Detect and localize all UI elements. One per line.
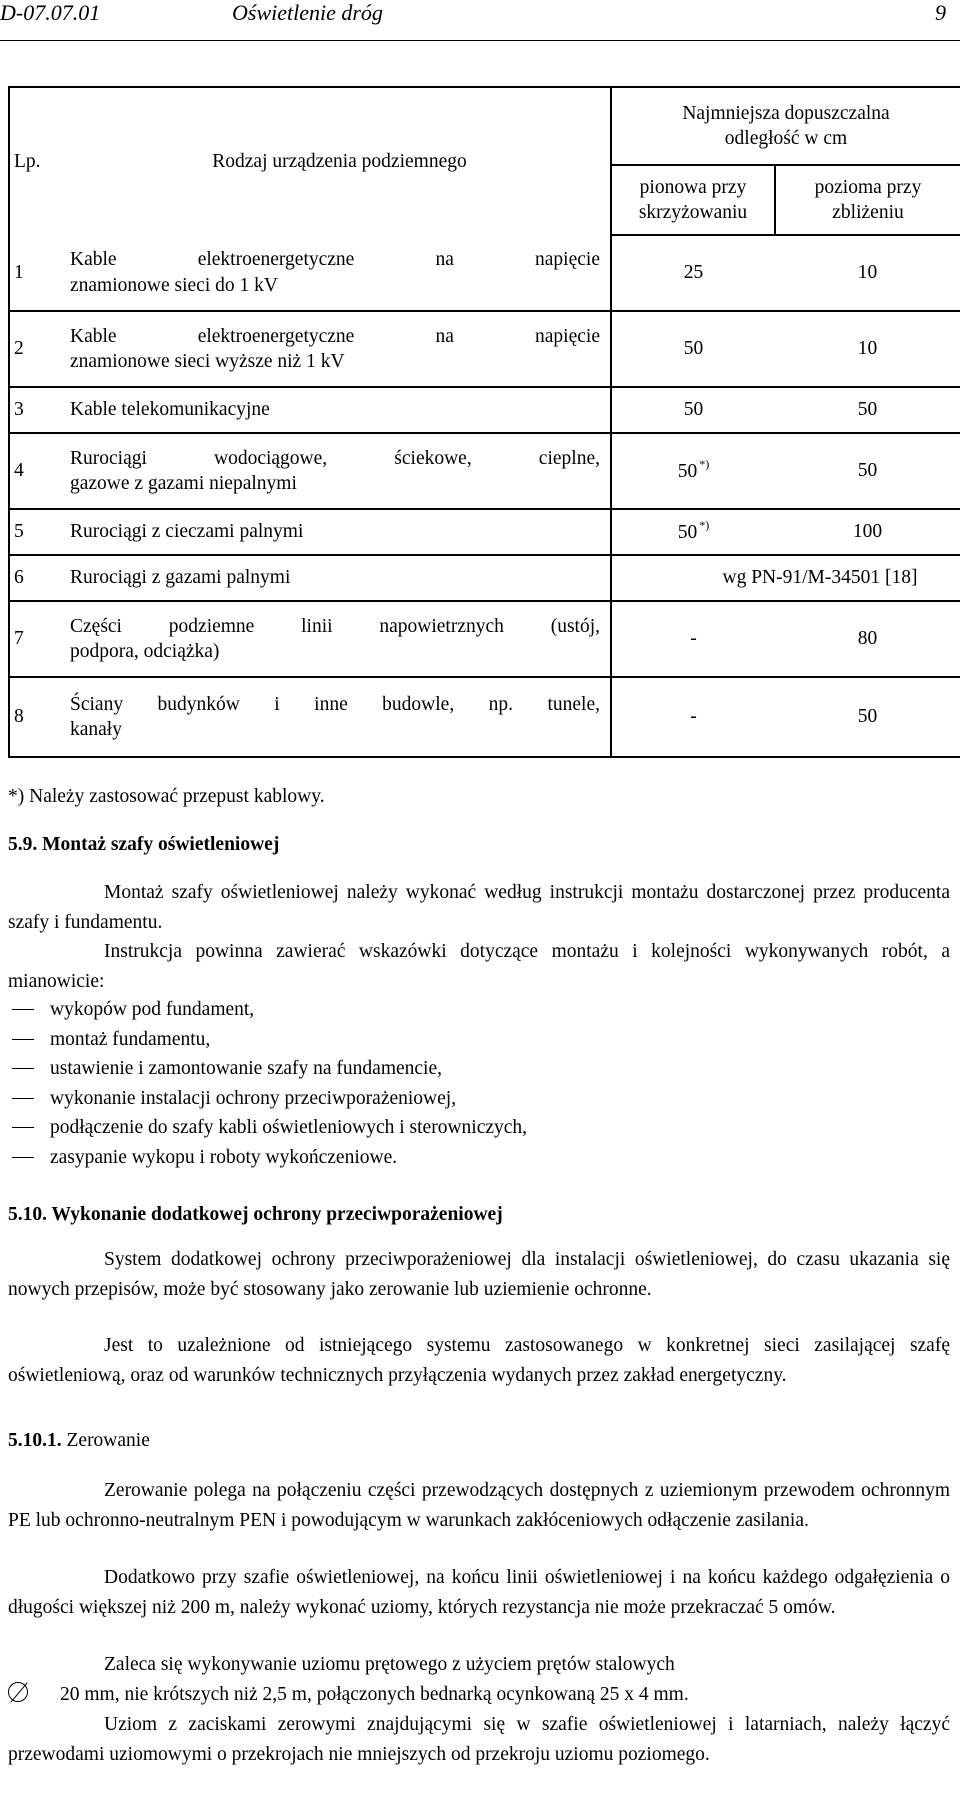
list-item: podłączenie do szafy kabli oświetleniowych i sterowniczych, [8, 1113, 527, 1143]
row-horizontal: 50 [775, 387, 960, 433]
row-horizontal: 100 [775, 509, 960, 555]
table-row [9, 235, 960, 311]
table-row [9, 509, 960, 555]
section-heading-5-10-1: 5.10.1. Zerowanie [8, 1430, 150, 1451]
row-description: Kable telekomunikacyjne [69, 387, 611, 433]
list-item: montaż fundamentu, [8, 1025, 527, 1055]
paragraph: Zaleca się wykonywanie uziomu prętowego z użyciem prętów stalowych 20 mm, nie krótszych niż 2,5 m, połączonych bednarką ocynkowaną 25 x 4 mm. [8, 1650, 950, 1710]
row-vertical: - [611, 601, 775, 677]
row-vertical: 25 [611, 235, 775, 311]
table-row [9, 433, 960, 509]
paragraph: Montaż szafy oświetleniowej należy wykonać według instrukcji montażu dostarczonej przez producenta szafy i fundamentu. [8, 882, 950, 933]
row-description: Kable elektroenergetyczne na napięcie znamionowe sieci wyższe niż 1 kV [69, 311, 611, 387]
row-horizontal: 10 [775, 235, 960, 311]
row-description: Rurociągi wodociągowe, ściekowe, cieplne, gazowe z gazami niepalnymi [69, 433, 611, 509]
paragraph: System dodatkowej ochrony przeciwporażeniowej dla instalacji oświetleniowej, do czasu ukazania się nowych przepisów, może być stosowany jako zerowanie lub uziemienie ochronne. [8, 1249, 950, 1300]
table-footnote: *) Należy zastosować przepust kablowy. [8, 786, 325, 807]
paragraph: Uziom z zaciskami zerowymi znajdującymi się w szafie oświetleniowej i latarniach, należy łączyć przewodami uziomowymi o przekrojach nie mniejszych od przekroju uziomu poziomego. [8, 1714, 950, 1765]
section-heading-5-10: 5.10. Wykonanie dodatkowej ochrony przeciwporażeniowej [8, 1204, 503, 1225]
row-description: Rurociągi z gazami palnymi [69, 555, 611, 601]
column-header-distance: Najmniejsza dopuszczalna odległość w cm [611, 87, 960, 165]
list-item: wykonanie instalacji ochrony przeciwporażeniowej, [8, 1084, 527, 1114]
row-horizontal: 50 [775, 677, 960, 757]
row-description: Części podziemne linii napowietrznych (ustój, podpora, odciążka) [69, 601, 611, 677]
table-row [9, 311, 960, 387]
distance-table [8, 86, 960, 758]
list-item: wykopów pod fundament, [8, 995, 527, 1025]
column-header-horizontal: pozioma przy zbliżeniu [775, 165, 960, 235]
row-description: Ściany budynków i inne budowle, np. tunele, kanały [69, 677, 611, 757]
row-number: 3 [9, 387, 69, 433]
row-vertical: 50 [611, 311, 775, 387]
column-header-lp: Lp. [9, 87, 69, 235]
row-number: 7 [9, 601, 69, 677]
row-horizontal: 10 [775, 311, 960, 387]
footnote-mark: *) [699, 518, 710, 533]
header-rule [0, 40, 960, 41]
table-row [9, 555, 960, 601]
row-combined-value: wg PN-91/M-34501 [18] [611, 555, 960, 601]
document-code: D-07.07.01 [0, 0, 101, 25]
table-row [9, 387, 960, 433]
row-number: 6 [9, 555, 69, 601]
list-item: zasypanie wykopu i roboty wykończeniowe. [8, 1143, 527, 1173]
table-row [9, 677, 960, 757]
row-number: 4 [9, 433, 69, 509]
row-number: 1 [9, 235, 69, 311]
row-description: Rurociągi z cieczami palnymi [69, 509, 611, 555]
column-header-rodzaj: Rodzaj urządzenia podziemnego [69, 87, 611, 235]
diameter-icon [8, 1682, 28, 1702]
page-header [0, 0, 960, 40]
row-number: 5 [9, 509, 69, 555]
row-vertical: 50 *) [611, 509, 775, 555]
document-title: Oświetlenie dróg [232, 0, 383, 25]
section-heading-5-9: 5.9. Montaż szafy oświetleniowej [8, 834, 280, 855]
row-vertical: - [611, 677, 775, 757]
paragraph: Dodatkowo przy szafie oświetleniowej, na końcu linii oświetleniowej i na końcu każdego odgałęzienia o długości większej niż 200 m, należy wykonać uziomy, których rezystancja nie może przekraczać 5 omów. [8, 1567, 950, 1618]
list-item: ustawienie i zamontowanie szafy na fundamencie, [8, 1054, 527, 1084]
row-number: 8 [9, 677, 69, 757]
paragraph: Zerowanie polega na połączeniu części przewodzących dostępnych z uziemionym przewodem ochronnym PE lub ochronno-neutralnym PEN i powodującym w warunkach zakłóceniowych odłączenie zasilania. [8, 1480, 950, 1531]
row-vertical: 50 [611, 387, 775, 433]
row-number: 2 [9, 311, 69, 387]
paragraph: Jest to uzależnione od istniejącego systemu zastosowanego w konkretnej sieci zasilającej szafę oświetleniową, oraz od warunków technicznych przyłączenia wydanych przez zakład energetyczny. [8, 1335, 950, 1386]
row-horizontal: 50 [775, 433, 960, 509]
footnote-mark: *) [699, 457, 710, 472]
table-row [9, 601, 960, 677]
row-horizontal: 80 [775, 601, 960, 677]
paragraph: Instrukcja powinna zawierać wskazówki dotyczące montażu i kolejności wykonywanych robót, a mianowicie: [8, 941, 950, 992]
column-header-vertical: pionowa przy skrzyżowaniu [611, 165, 775, 235]
page-number: 9 [935, 0, 946, 25]
row-vertical: 50 *) [611, 433, 775, 509]
row-description: Kable elektroenergetyczne na napięcie znamionowe sieci do 1 kV [69, 235, 611, 311]
installation-steps-list [8, 995, 527, 1172]
